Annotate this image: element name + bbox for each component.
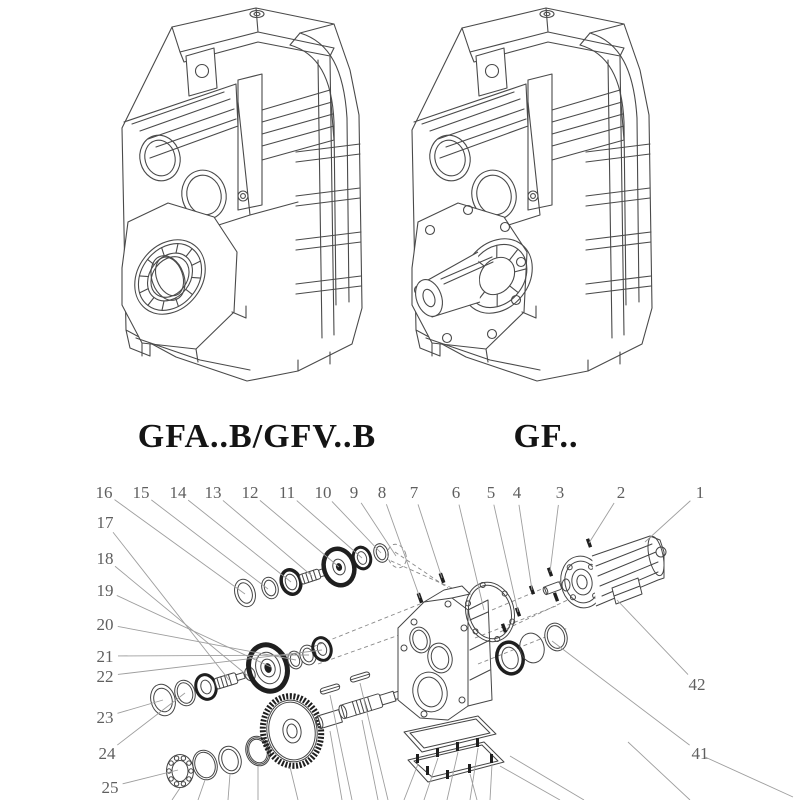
leader-line-4	[519, 505, 532, 590]
callout-number-23: 23	[96, 708, 114, 727]
callout-number-21: 21	[96, 647, 114, 666]
output-shaft-assembly	[167, 671, 403, 787]
leader-line-2	[589, 503, 614, 543]
callout-number-20: 20	[96, 615, 114, 634]
intermediate-bearing-left	[193, 672, 219, 702]
shaft-key-1	[320, 683, 341, 695]
shaft-key-2	[350, 671, 371, 683]
callout-number-15: 15	[132, 483, 150, 502]
leader-line-1	[645, 501, 690, 542]
callout-number-13: 13	[204, 483, 222, 502]
callout-number-16: 16	[95, 483, 113, 502]
model-label-gf: GF..	[513, 418, 579, 455]
leader-line-41	[552, 641, 690, 745]
gearbox-right-drawing	[411, 8, 652, 381]
motor-unit	[556, 535, 667, 612]
callout-number-3: 3	[555, 483, 565, 502]
callout-number-11: 11	[278, 483, 296, 502]
callout-number-14: 14	[169, 483, 187, 502]
leader-line-8	[386, 504, 420, 598]
input-shaft-assembly	[231, 542, 409, 610]
callout-number-6: 6	[451, 483, 461, 502]
gearbox-left-drawing	[120, 8, 362, 381]
leader-line-6	[459, 505, 484, 610]
callout-number-5: 5	[486, 483, 496, 502]
callout-number-41: 41	[691, 744, 709, 763]
leader-line-17	[113, 532, 229, 680]
callout-number-12: 12	[241, 483, 259, 502]
leader-line-16	[115, 500, 245, 594]
intermediate-pinion	[214, 670, 246, 689]
callout-number-9: 9	[349, 483, 359, 502]
intermediate-gear	[243, 640, 293, 696]
output-shaft-part	[337, 688, 402, 720]
leader-line-3	[550, 505, 558, 572]
callout-number-42: 42	[688, 675, 706, 694]
callout-number-17: 17	[96, 513, 114, 532]
leader-line-10	[332, 501, 381, 553]
callout-number-1: 1	[695, 483, 705, 502]
model-label-gfab-gfvb: GFA..B/GFV..B	[137, 418, 377, 455]
leader-line-14	[188, 500, 291, 582]
leader-line-12	[260, 500, 339, 567]
leader-line-15	[151, 500, 268, 589]
leader-line-42	[617, 600, 688, 675]
callout-number-10: 10	[314, 483, 332, 502]
callout-number-24: 24	[98, 744, 116, 763]
leader-line-7	[418, 504, 442, 578]
callout-number-8: 8	[377, 483, 387, 502]
output-ball-bearing	[167, 755, 194, 788]
exploded-parts-diagram	[96, 483, 794, 800]
leader-line-18	[115, 566, 248, 676]
output-snap-ring	[189, 747, 221, 783]
callout-number-22: 22	[96, 667, 114, 686]
callout-number-2: 2	[616, 483, 626, 502]
callout-number-18: 18	[96, 549, 114, 568]
input-pinion-small	[542, 582, 562, 596]
callout-number-19: 19	[96, 581, 114, 600]
input-seal-ring	[493, 639, 526, 677]
callout-number-7: 7	[409, 483, 419, 502]
gear-housing	[398, 573, 492, 720]
callout-number-25: 25	[101, 778, 119, 797]
callout-number-4: 4	[512, 483, 522, 502]
